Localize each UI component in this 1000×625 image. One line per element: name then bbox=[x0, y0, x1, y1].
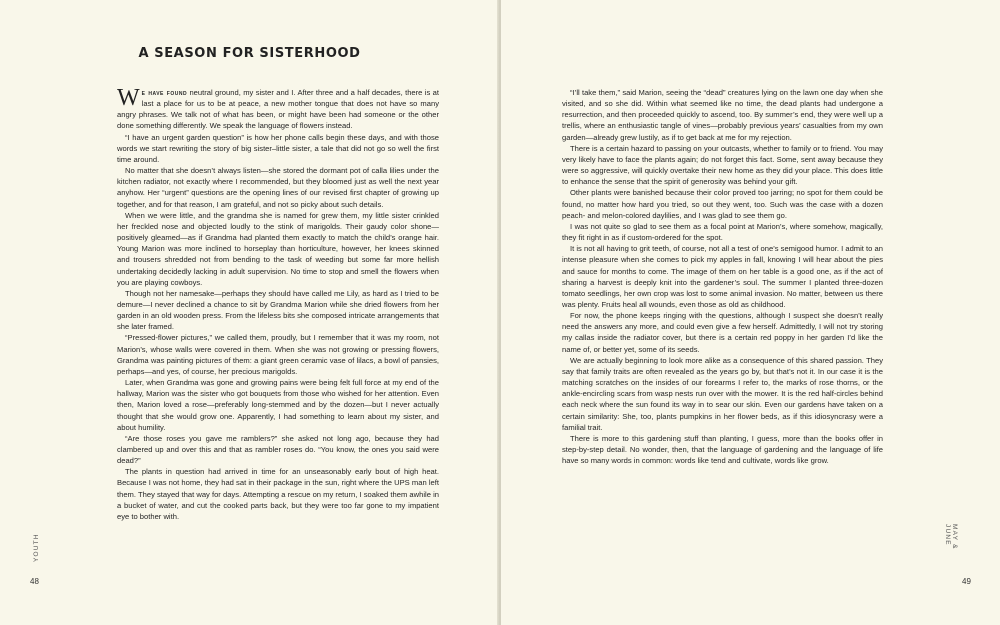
paragraph: It is not all having to grit teeth, of course, not all a test of one’s semigood humor. I admit to an intense pleasure when she comes to pick my apples in fall, knowing I will hear about the pies and sauce for months to come. The image of them on her table is a good one, as if the act of sharing a harvest is deeply knit into the gardener’s soul. The summer I planted three-dozen tomato seedlings, her own crop was lost to some animal invasion. No matter, between us there was plenty. Fruits heal all wounds, even those as old as childhood. bbox=[562, 244, 883, 309]
lead-in: e have found bbox=[141, 88, 188, 97]
paragraph: Other plants were banished because their color proved too jarring; no spot for them could be found, no matter how hard you tried, so out they went, too. Such was the case with a dozen peach- and melon-colored daylilies, and I was glad to see them go. bbox=[562, 188, 883, 220]
paragraph: When we were little, and the grandma she is named for grew them, my little sister crinkled her freckled nose and objected loudly to the stink of marigolds. Their gaudy color shone—positively gleamed—as if Grandma had planted them exactly to match the child’s orange hair. Young Marion was more inclined to horseplay than horticulture, however, her knees skinned and trousers shredded not from bending to the task of weeding but some far more hellish undertaking decidedly lacking in adult supervision. No time to stop and smell the flowers when you are playing cowboys. bbox=[117, 210, 439, 287]
paragraph: For now, the phone keeps ringing with the questions, although I suspect she doesn’t really need the answers any more, and could even give a few herself. Admittedly, I will not try storing my callas inside the radiator cover, but there is a certain red poppy in her garden I’d like the name of, or better yet, some of its seeds. bbox=[562, 311, 883, 354]
chapter-title: A SEASON FOR SISTERHOOD bbox=[138, 46, 361, 61]
first-paragraph bbox=[117, 87, 439, 132]
drop-cap: W bbox=[117, 85, 140, 111]
paragraph: “Are those roses you gave me ramblers?” she asked not long ago, because they had clambered up and over this and that as rambler roses do. “You know, the ones you said were dead?” bbox=[117, 433, 439, 466]
paragraph: “I’ll take them,” said Marion, seeing the “dead” creatures lying on the lawn one day when she visited, and so she did. Within what seemed like no time, the dead plants had undergone a resurrection, and then proceeded quickly to ascend, too. By summer’s end, they were well up a trellis, where an enthusiastic tangle of vines—probably previous years’ casualties from my own garden—already grew lustily, as if to get back at me for my rejection. bbox=[562, 88, 883, 142]
paragraph: I was not quite so glad to see them as a focal point at Marion’s, where somehow, magically, they fit right in as if custom-ordered for the spot. bbox=[562, 221, 883, 243]
paragraph: The plants in question had arrived in time for an unseasonably early bout of high heat. Because I was not home, they had sat in their package in the sun, right where the UPS man left them. They stayed that way for days. Attempting a rescue on my return, I soaked them awhile in a bucket of water, and cut the cooked parts back, but they were too far gone to my impatient eye to bother with. bbox=[117, 467, 439, 521]
paragraph: There is more to this gardening stuff than planting, I guess, more than the books offer in step-by-step detail. No wonder, then, that the language of gardening and the language of life have so many words in common: words like tend and cultivate, words like grow. bbox=[562, 433, 883, 466]
right-body-text bbox=[562, 87, 883, 466]
running-head-right: MAY & JUNE bbox=[944, 524, 958, 550]
page-number-left: 48 bbox=[30, 577, 39, 586]
paragraph: “I have an urgent garden question” is how her phone calls begin these days, and with those words we start rewriting the story of big sister–little sister, a tale that did not go so well the first time around. bbox=[117, 132, 439, 164]
paragraph: “Pressed-flower pictures,” we called them, proudly, but I remember that it was my room, not Marion’s, whose walls were covered in them. When she was not growing or pressing flowers, Grandma was painting pictures of them: a giant green ceramic vase of lilacs, a bowl of pansies, perhaps—and yes, of course, her precious marigolds. bbox=[117, 333, 439, 376]
paragraph: No matter that she doesn’t always listen—she stored the dormant pot of calla lilies under the kitchen radiator, not exactly where I recommended, but they bloomed just as well the next year anyhow. Her “urgent” questions are the opening lines of our revised first chapter of growing up together, and for that reason, I am grateful, and not so picky about such details. bbox=[117, 166, 439, 209]
paragraph: Later, when Grandma was gone and growing pains were being felt full force at my end of the hallway, Marion was the sister who got bouquets from those who wished for her attention. Even then, Marion loved a rose—preferably long-stemmed and by the dozen—but I never actually thought that she would grow one. Apparently, I had something to learn about my sister, and about humility. bbox=[117, 378, 439, 432]
paragraph: There is a certain hazard to passing on your outcasts, whether to family or to friend. You may very likely have to face the plants again; do not forget this fact. Some, sent away because they were so aggressive, will quickly overtake their new home as they did your place. This does little to enhance the sense that the spirit of generosity was behind your gift. bbox=[562, 143, 883, 187]
left-body-text bbox=[117, 87, 439, 522]
left-page bbox=[0, 0, 499, 625]
running-head-left: YOUTH bbox=[33, 533, 40, 562]
paragraph: We are actually beginning to look more alike as a consequence of this shared passion. They say that family traits are often revealed as the years go by, but that’s not it. In our case it is the matching scratches on the insides of our forearms I refer to, the marks of rose thorns, or the ankle-encircling scars from wasp nests run over with the mower. It is the red half-circles behind each neck where the sun found its way in to sear our skin. Even our gardens have taken on a certain similarity: She, too, plants pumpkins in her flower beds, as if this idiosyncrasy were a familial trait. bbox=[562, 355, 883, 432]
page-number-right: 49 bbox=[962, 577, 971, 586]
paragraph: Though not her namesake—perhaps they should have called me Lily, as hard as I tried to be demure—I never declined a chance to sit by Grandma Marion while she dried flowers from her garden in an old wooden press. From the lifeless bits she composed intricate arrangements that she later framed. bbox=[117, 288, 439, 332]
first-paragraph-rest: neutral ground, my sister and I. After three and a half decades, there is at last a place for us to be at peace, a new mother tongue that does not have so many angry phrases. We talk not of what has been, or might have been had someone or the other done something differently. We speak the language of flowers instead. bbox=[117, 88, 439, 131]
